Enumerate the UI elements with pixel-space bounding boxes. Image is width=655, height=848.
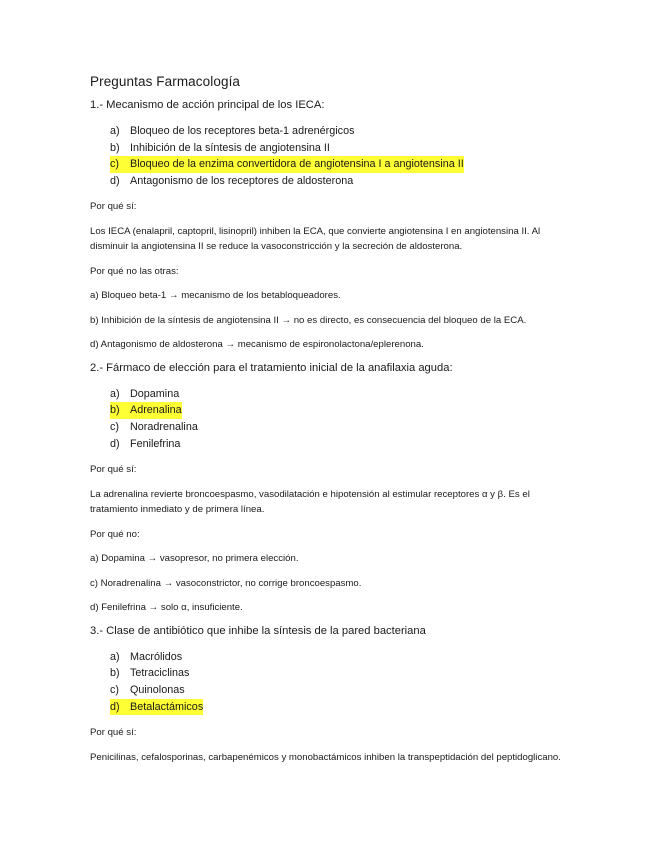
why-label: Por qué sí: — [90, 201, 137, 213]
why-not-item: a) Dopamina → vasopresor, no primera elección. — [90, 553, 299, 565]
why-text: Los IECA (enalapril, captopril, lisinopril) inhiben la ECA, que convierte angiotensina I en angiotensina II. Al disminuir la angiotensina II se reduce la vasoconstricción y la secreción de aldosterona. — [90, 225, 541, 253]
why-not-item: d) Fenilefrina → solo α, insuficiente. — [90, 602, 243, 614]
why-not-label: Por qué no las otras: — [90, 265, 179, 277]
why-not-item: c) Noradrenalina → vasoconstrictor, no corrige broncoespasmo. — [90, 577, 362, 589]
option-b: b) Tetraciclinas — [110, 667, 190, 680]
question-1 — [90, 99, 570, 353]
why-not-label: Por qué no: — [90, 528, 140, 540]
option-a: a) Bloqueo de los receptores beta-1 adrenérgicos — [110, 125, 355, 137]
option-list — [90, 649, 570, 715]
document-title: Preguntas Farmacología — [90, 74, 241, 89]
option-b-correct: b) Adrenalina — [110, 402, 570, 419]
option-b: b) Inhibición de la síntesis de angiotensina II — [110, 141, 330, 154]
option-d: d) Fenilefrina — [110, 437, 181, 450]
why-label: Por qué sí: — [90, 464, 137, 476]
option-c-correct: c) Bloqueo de la enzima convertidora de angiotensina I a angiotensina II — [110, 156, 570, 173]
why-not-item: d) Antagonismo de aldosterona → mecanismo de espironolactona/eplerenona. — [90, 339, 424, 351]
why-not-item: a) Bloqueo beta-1 → mecanismo de los betabloqueadores. — [90, 290, 341, 302]
option-d-correct: d) Betalactámicos — [110, 699, 570, 716]
question-2 — [90, 362, 570, 616]
question-heading: 3.- Clase de antibiótico que inhibe la síntesis de la pared bacteriana — [90, 624, 426, 637]
option-list — [90, 386, 570, 452]
option-a: a) Macrólidos — [110, 650, 183, 663]
question-heading: 1.- Mecanismo de acción principal de los IECA: — [90, 99, 325, 111]
option-list — [90, 123, 570, 189]
document-page — [90, 74, 570, 774]
why-text: La adrenalina revierte broncoespasmo, vasodilatación e hipotensión al estimular receptores α y β. Es el tratamiento inmediato y de primera línea. — [90, 488, 530, 516]
option-d: d) Antagonismo de los receptores de aldosterona — [110, 174, 354, 187]
why-not-item: b) Inhibición de la síntesis de angiotensina II → no es directo, es consecuencia del bloqueo de la ECA. — [90, 314, 527, 326]
option-c: c) Noradrenalina — [110, 421, 198, 434]
option-a: a) Dopamina — [110, 387, 180, 400]
why-label: Por qué sí: — [90, 727, 137, 739]
question-heading: 2.- Fármaco de elección para el tratamiento inicial de la anafilaxia aguda: — [90, 361, 453, 374]
why-text: Penicilinas, cefalosporinas, carbapenémicos y monobactámicos inhiben la transpeptidación del peptidoglicano. — [90, 751, 561, 763]
option-c: c) Quinolonas — [110, 683, 185, 696]
question-3 — [90, 625, 570, 765]
